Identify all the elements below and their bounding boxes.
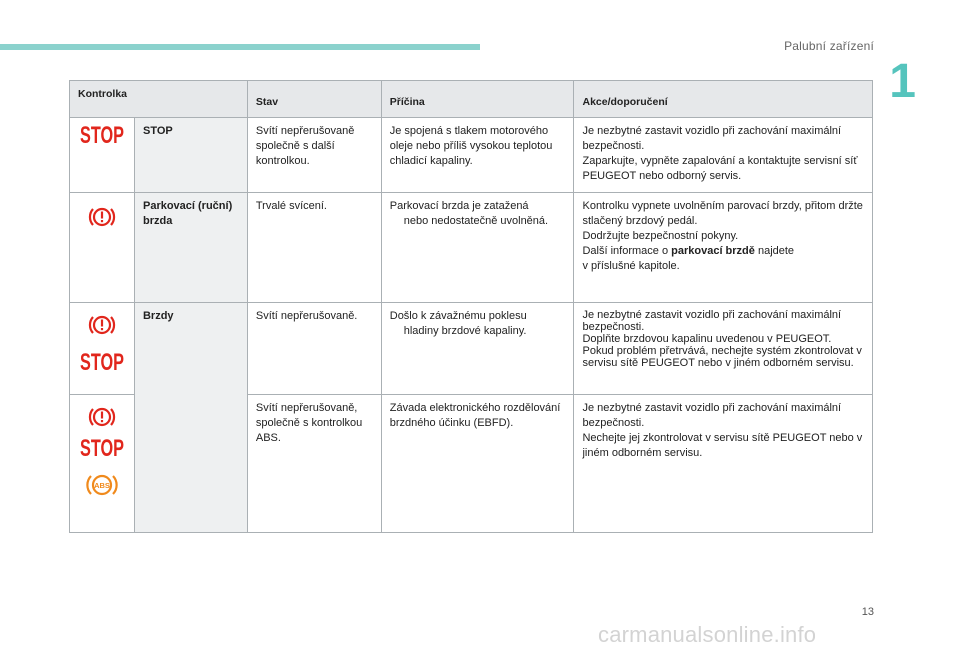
action-text bbox=[582, 118, 864, 184]
table-header-row bbox=[70, 81, 873, 118]
action-line: Nechejte jej zkontrolovat v servisu sítě PEUGEOT nebo v jiném odborném servisu. bbox=[582, 432, 863, 459]
cause-line: Došlo k závažnému poklesu bbox=[389, 310, 527, 322]
state-text: Svítí nepřerušovaně společně s další kontrolkou. bbox=[255, 125, 355, 167]
action-text-prefix: Další informace o bbox=[582, 245, 672, 257]
cause-cell bbox=[381, 118, 574, 193]
watermark: carmanualsonline.info bbox=[598, 622, 817, 647]
cause-cell bbox=[381, 395, 574, 533]
svg-text:STOP: STOP bbox=[79, 122, 124, 149]
action-line: v příslušné kapitole. bbox=[582, 260, 680, 272]
cause-line: hladiny brzdové kapaliny. bbox=[403, 325, 527, 337]
action-line bbox=[582, 244, 864, 259]
page-number: 13 bbox=[861, 606, 874, 618]
parking-brake-reference: parkovací brzdě bbox=[671, 245, 755, 257]
state-cell bbox=[247, 395, 381, 533]
cause-cell bbox=[381, 303, 574, 395]
cause-cell bbox=[381, 193, 574, 303]
action-line: Je nezbytné zastavit vozidlo při zachování maximální bezpečnosti. bbox=[582, 402, 842, 429]
icon-cell bbox=[70, 303, 135, 395]
action-line: Pokud problém přetrvává, nechejte systém zkontrolovat v servisu sítě PEUGEOT nebo v jiném odborném servisu. bbox=[582, 345, 862, 369]
action-line: Kontrolku vypnete uvolněním parovací brzdy, přitom držte stlačený brzdový pedál. bbox=[582, 200, 863, 227]
action-line: Dodržujte bezpečnostní pokyny. bbox=[582, 230, 739, 242]
table-row bbox=[70, 303, 873, 395]
parking-brake-warning-icon bbox=[87, 205, 117, 229]
svg-text:STOP: STOP bbox=[79, 435, 124, 462]
action-line: Je nezbytné zastavit vozidlo při zachování maximální bezpečnosti. bbox=[582, 309, 842, 333]
action-line: Doplňte brzdovou kapalinu uvedenou v PEUGEOT. bbox=[582, 333, 832, 345]
cause-line: nebo nedostatečně uvolněná. bbox=[403, 215, 549, 227]
warning-name-text: Brzdy bbox=[142, 310, 174, 322]
warning-name bbox=[134, 303, 247, 533]
cause-text bbox=[390, 303, 566, 339]
icon-cell bbox=[70, 118, 135, 193]
svg-text:ABS: ABS bbox=[94, 481, 110, 490]
cause-text: Je spojená s tlakem motorového oleje nebo příliš vysokou teplotou chladicí kapaliny. bbox=[389, 125, 553, 167]
action-text-suffix: najdete bbox=[754, 245, 795, 257]
action-cell bbox=[574, 118, 873, 193]
chapter-number: 1 bbox=[889, 55, 916, 108]
table-row bbox=[70, 118, 873, 193]
header-akce: Akce/doporučení bbox=[574, 81, 873, 118]
stop-icon bbox=[79, 349, 125, 376]
state-cell bbox=[247, 303, 381, 395]
action-cell bbox=[574, 395, 873, 533]
action-text bbox=[582, 303, 864, 369]
abs-icon bbox=[84, 471, 120, 499]
warning-name bbox=[134, 118, 247, 193]
stop-icon bbox=[79, 435, 125, 462]
state-cell bbox=[247, 118, 381, 193]
brake-warning-icon bbox=[87, 313, 117, 337]
state-text: Svítí nepřerušovaně, společně s kontrolkou ABS. bbox=[255, 402, 363, 444]
table-row bbox=[70, 193, 873, 303]
icon-cell bbox=[70, 193, 135, 303]
warning-name-text: Parkovací (ruční) brzda bbox=[142, 200, 233, 227]
warning-name-text: STOP bbox=[142, 125, 173, 137]
svg-text:STOP: STOP bbox=[79, 349, 124, 376]
action-text bbox=[582, 395, 864, 461]
cause-text: Závada elektronického rozdělování brzdného účinku (EBFD). bbox=[389, 402, 561, 429]
stop-icon bbox=[79, 122, 125, 149]
warning-name bbox=[134, 193, 247, 303]
cause-text bbox=[390, 193, 566, 229]
action-cell bbox=[574, 193, 873, 303]
action-line: Zaparkujte, vypněte zapalování a kontaktujte servisní síť PEUGEOT nebo odborný servis. bbox=[582, 155, 858, 182]
state-cell bbox=[247, 193, 381, 303]
action-text bbox=[582, 193, 864, 274]
action-line: Je nezbytné zastavit vozidlo při zachování maximální bezpečnosti. bbox=[582, 125, 842, 152]
brake-warning-icon bbox=[87, 405, 117, 429]
cause-line: Parkovací brzda je zatažená bbox=[389, 200, 529, 212]
state-text: Trvalé svícení. bbox=[255, 200, 327, 212]
header-kontrolka: Kontrolka bbox=[70, 81, 248, 118]
header-stav: Stav bbox=[247, 81, 381, 118]
warning-lights-table bbox=[69, 80, 873, 533]
icon-cell bbox=[70, 395, 135, 533]
chapter-title: Palubní zařízení bbox=[784, 39, 874, 53]
state-text: Svítí nepřerušovaně. bbox=[255, 310, 358, 322]
action-cell bbox=[574, 303, 873, 395]
header-accent-bar bbox=[0, 44, 480, 50]
header-pricina: Příčina bbox=[381, 81, 574, 118]
